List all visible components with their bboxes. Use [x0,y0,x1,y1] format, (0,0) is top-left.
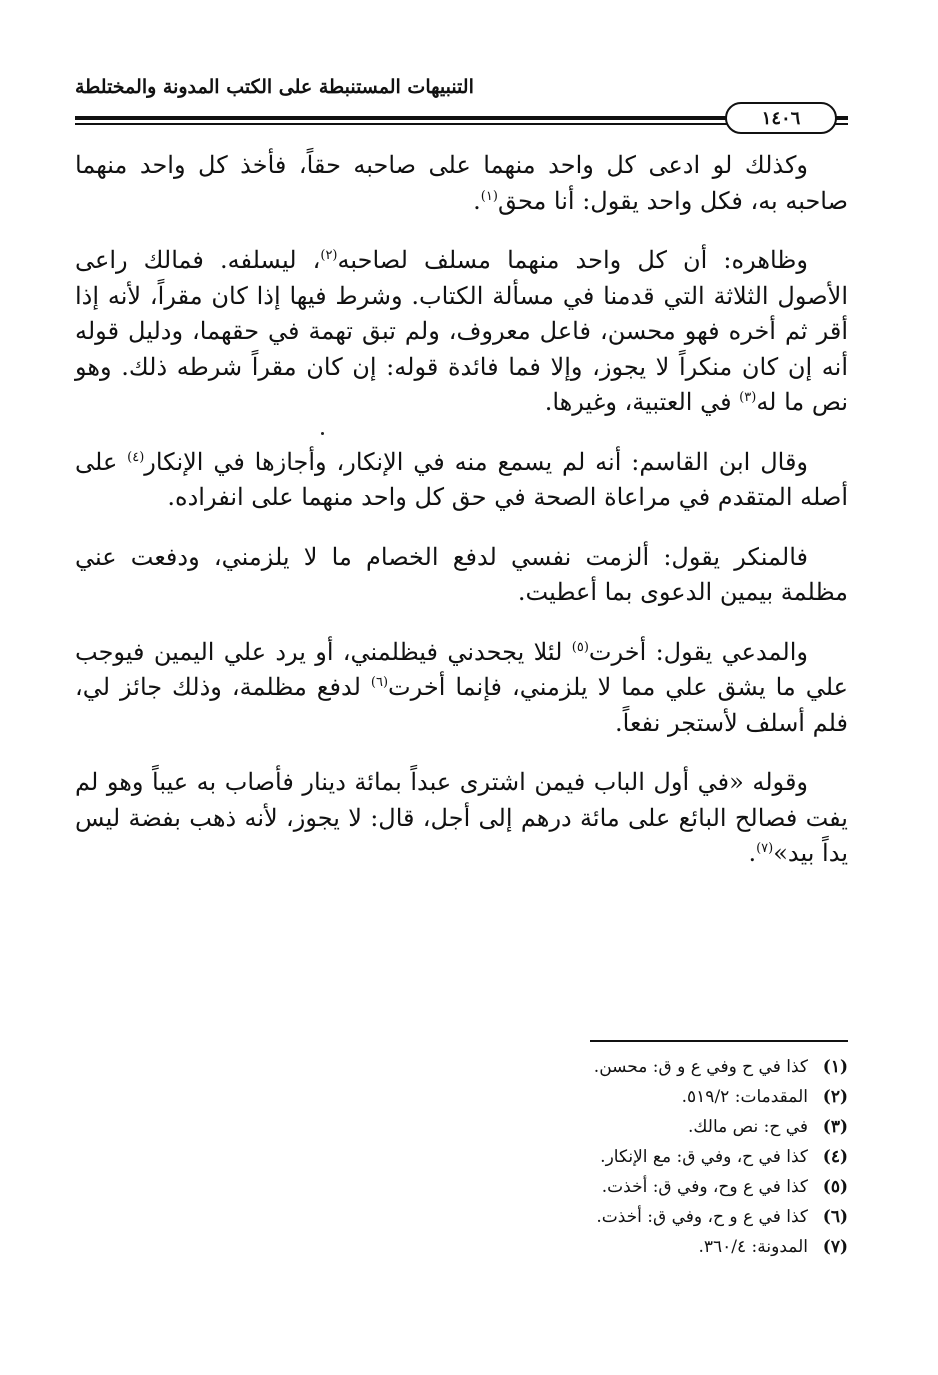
paragraph-text: وظاهره: أن كل واحد منهما مسلف لصاحبه [337,246,808,274]
paragraph-text: في العتبية، وغيرها. [544,388,740,416]
paragraph [75,635,848,742]
paragraph-text: فالمنكر يقول: ألزمت نفسي لدفع الخصام ما لا يلزمني، ودفعت عني مظلمة بيمين الدعوى بما أعطيت. [75,542,848,606]
footnote-number: (٦) [822,1207,848,1227]
footnote [360,1202,848,1232]
footnote-text: المقدمات: ٥١٩/٢. [681,1087,808,1107]
paragraph-text: على أصله المتقدم في مراعاة الصحة في حق كل واحد منهما على انفراده. [75,447,848,511]
footnote-ref: (٥) [571,639,589,655]
footnote [360,1052,848,1082]
footnote [360,1112,848,1142]
paragraph [75,540,848,611]
footnote-text: كذا في ح، وفي ق: مع الإنكار. [600,1147,808,1167]
paragraph-text: لدفع مظلمة، وذلك جائز لي، فلم أسلف لأستجر نفعاً. [75,673,848,737]
footnote [360,1172,848,1202]
page-header [75,70,848,130]
footnote-text: كذا في ح وفي ع و ق: محسن. [593,1057,808,1077]
footnote-text: كذا في ع و ح، وفي ق: أخذت. [596,1207,808,1227]
paragraph-text: وقوله «في أول الباب فيمن اشترى عبداً بمائة دينار فأصاب به عيباً وهو لم يفت فصالح البائع على مائة درهم إلى أجل، قال: لا يجوز، لأنه ذهب بفضة ليس يداً بيد» [75,768,848,867]
footnote-number: (١) [822,1057,848,1077]
footnote-ref: (٧) [756,841,774,856]
paragraph-text: لئلا يجحدني فيظلمني، أو يرد علي اليمين فيوجب علي ما يشق علي مما لا يلزمني، فإنما أخرت [75,637,849,701]
footnote [360,1082,848,1112]
footnote-separator [590,1040,848,1042]
footnote-number: (٣) [822,1117,848,1137]
stray-dot [321,432,324,435]
paragraph-text: . [473,186,481,215]
paragraph-text: وقال ابن القاسم: أنه لم يسمع منه في الإنكار، وأجازها في الإنكار [144,447,809,476]
page-number: ١٤٠٦ [761,107,801,129]
footnote-number: (٤) [822,1147,848,1167]
paragraph-text: . [748,839,757,867]
footnote-text: كذا في ع وح، وفي ق: أخذت. [601,1177,808,1197]
footnote-ref: (٢) [320,248,338,263]
footnote-number: (٧) [822,1237,848,1257]
footnote [360,1232,848,1262]
running-title: التنبيهات المستنبطة على الكتب المدونة والمختلطة [75,76,474,98]
main-text [75,148,848,896]
footnote-ref: (٣) [739,390,757,405]
paragraph-text: ، ليسلفه. فمالك راعى الأصول الثلاثة التي قدمنا في مسألة الكتاب. وشرط فيها إذا كان مقراً، لأنه إذا أقر ثم أخره فهو محسن، فاعل معروف، ولم تبق تهمة في حقهما، ودليل قوله أنه إن كان منكراً لا يجوز، وإلا فما فائدة قوله: إن كان مقراً شرطه ذلك. وهو نص ما له [75,246,848,416]
footnote-number: (٥) [822,1177,848,1197]
footnote-number: (٢) [822,1087,848,1107]
paragraph [75,148,848,219]
paragraph [75,445,848,516]
footnote-text: في ح: نص مالك. [688,1117,808,1137]
paragraph [75,243,848,421]
page-number-badge [725,102,837,134]
paragraph [75,765,848,872]
footnote-ref: (٦) [370,675,389,690]
paragraph-text: وكذلك لو ادعى كل واحد منهما على صاحبه حقاً، فأخذ كل واحد منهما صاحبه به، فكل واحد يقول: أنا محق [75,151,848,215]
footnote [360,1142,848,1172]
footnote-ref: (١) [480,188,498,204]
footnote-ref: (٤) [127,449,145,465]
footnotes [360,1052,848,1262]
footnote-text: المدونة: ٣٦٠/٤. [698,1237,808,1257]
paragraph-text: والمدعي يقول: أخرت [588,637,808,666]
